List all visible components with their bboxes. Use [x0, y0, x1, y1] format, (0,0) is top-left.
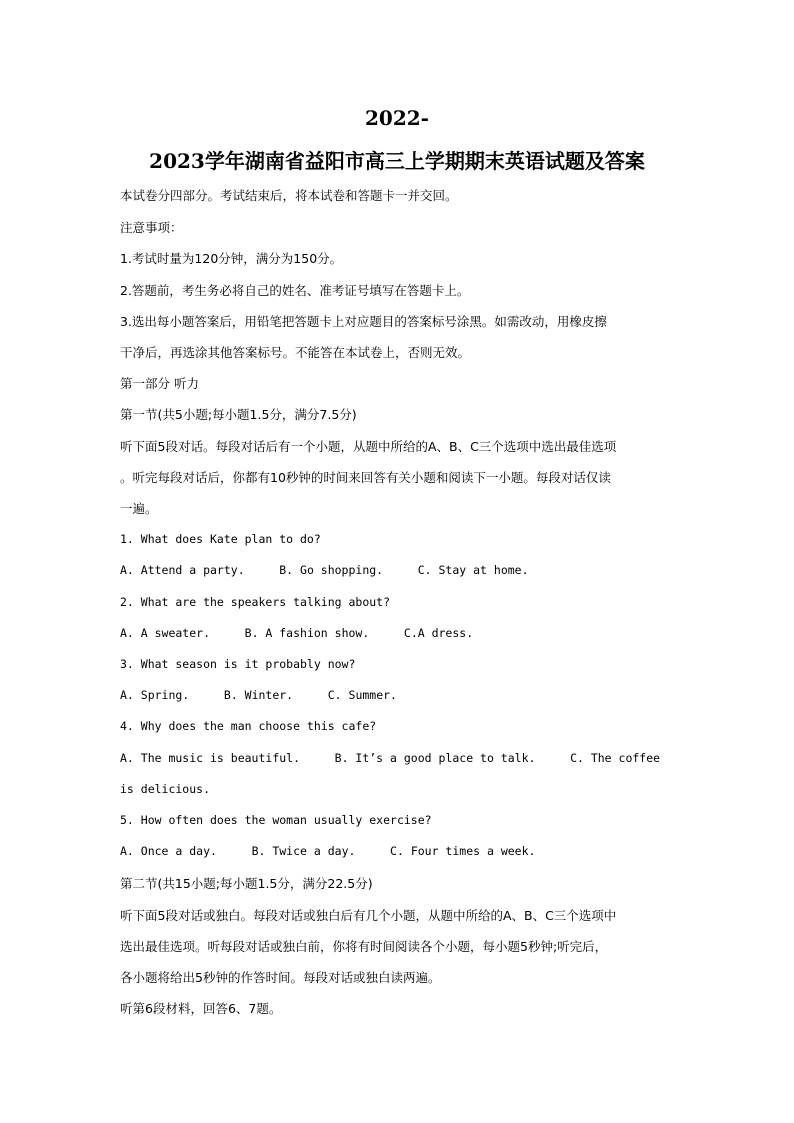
question-4-option-c-cont: is delicious. [120, 782, 211, 796]
option-b: B. It’s a good place to talk. [334, 751, 536, 765]
notice-3: 3.选出每小题答案后，用铅笔把答题卡上对应题目的答案标号涂黑。如需改动，用橡皮擦 [120, 314, 607, 329]
question-4: 4. Why does the man choose this cafe? [120, 719, 377, 733]
section-1-instructions-3: 一遍。 [120, 501, 158, 516]
option-b: B. Winter. [223, 688, 294, 702]
option-c: C. Stay at home. [417, 563, 529, 577]
part-1-heading: 第一部分 听力 [120, 376, 199, 391]
option-a: A. The music is beautiful. [120, 751, 301, 765]
option-b: B. Go shopping. [279, 563, 384, 577]
question-3: 3. What season is it probably now? [120, 657, 356, 671]
notice-3-cont: 干净后，再选涂其他答案标号。不能答在本试卷上，否则无效。 [120, 345, 471, 360]
question-2-options [120, 626, 473, 640]
option-c: C.A dress. [403, 626, 474, 640]
option-a: A. Attend a party. [120, 563, 245, 577]
material-6-instruction: 听第6段材料，回答6、7题。 [120, 1001, 282, 1016]
question-5-options [120, 844, 535, 858]
question-1-options [120, 563, 529, 577]
question-1: 1. What does Kate plan to do? [120, 532, 321, 546]
option-c: C. Four times a week. [390, 844, 536, 858]
notice-2: 2.答题前，考生务必将自己的姓名、准考证号填写在答题卡上。 [120, 283, 470, 298]
option-c: C. The coffee [570, 751, 661, 765]
section-1-heading: 第一节(共5小题;每小题1.5分，满分7.5分) [120, 407, 357, 422]
section-1-instructions-2: 。听完每段对话后，你都有10秒钟的时间来回答有关小题和阅读下一小题。每段对话仅读 [120, 470, 611, 485]
title-line-2: 2023学年湖南省益阳市高三上学期期末英语试题及答案 [149, 149, 645, 173]
question-2: 2. What are the speakers talking about? [120, 595, 391, 609]
intro-text: 本试卷分四部分。考试结束后，将本试卷和答题卡一并交回。 [120, 188, 458, 203]
question-5: 5. How often does the woman usually exercise? [120, 813, 432, 827]
section-1-instructions-1: 听下面5段对话。每段对话后有一个小题，从题中所给的A、B、C三个选项中选出最佳选项 [120, 439, 617, 454]
option-a: A. A sweater. [120, 626, 211, 640]
section-2-heading: 第二节(共15小题;每小题1.5分，满分22.5分) [120, 876, 373, 891]
section-2-instructions-2: 选出最佳选项。听每段对话或独白前，你将有时间阅读各个小题，每小题5秒钟;听完后， [120, 939, 608, 954]
option-b: B. A fashion show. [244, 626, 370, 640]
notice-heading: 注意事项： [120, 220, 183, 235]
option-b: B. Twice a day. [251, 844, 356, 858]
option-a: A. Once a day. [120, 844, 217, 858]
question-3-options [120, 688, 397, 702]
option-c: C. Summer. [327, 688, 397, 702]
title-line-1: 2022- [365, 106, 429, 130]
option-a: A. Spring. [120, 688, 190, 702]
section-2-instructions-3: 各小题将给出5秒钟的作答时间。每段对话或独白读两遍。 [120, 970, 441, 985]
question-4-options [120, 751, 660, 765]
section-2-instructions-1: 听下面5段对话或独白。每段对话或独白后有几个小题，从题中所给的A、B、C三个选项中 [120, 908, 617, 923]
notice-1: 1.考试时量为120分钟，满分为150分。 [120, 251, 343, 266]
